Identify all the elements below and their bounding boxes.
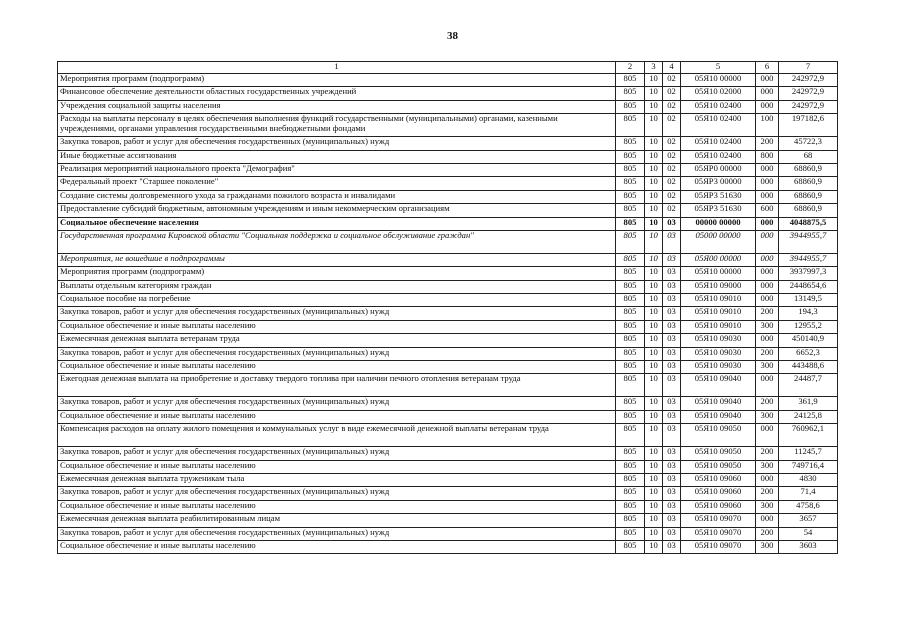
table-cell-amount: 443488,6	[779, 361, 838, 374]
table-row	[58, 253, 838, 266]
table-cell-code: 805	[616, 473, 645, 486]
table-cell-target-article: 05Я10 00000	[681, 74, 756, 87]
table-cell-section: 10	[645, 74, 663, 87]
table-cell-section: 10	[645, 150, 663, 163]
table-cell-section: 10	[645, 361, 663, 374]
table-row	[58, 361, 838, 374]
table-cell-expense-type: 000	[756, 230, 779, 253]
table-cell-section: 10	[645, 253, 663, 266]
table-cell-section: 10	[645, 163, 663, 176]
table-cell-code: 805	[616, 204, 645, 217]
table-cell-target-article: 05ЯР3 51630	[681, 190, 756, 203]
table-cell-code: 805	[616, 487, 645, 500]
table-cell-name: Ежемесячная денежная выплата труженикам тыла	[58, 473, 616, 486]
table-row	[58, 514, 838, 527]
table-cell-subsection: 02	[663, 100, 681, 113]
table-cell-target-article: 05Я10 09000	[681, 280, 756, 293]
table-cell-amount: 68	[779, 150, 838, 163]
table-cell-target-article: 05Я10 09030	[681, 347, 756, 360]
header-col-5: 5	[681, 62, 756, 74]
table-row	[58, 473, 838, 486]
table-cell-amount: 3603	[779, 540, 838, 553]
table-cell-section: 10	[645, 334, 663, 347]
table-cell-code: 805	[616, 87, 645, 100]
table-cell-code: 805	[616, 163, 645, 176]
table-row	[58, 334, 838, 347]
table-row	[58, 190, 838, 203]
table-cell-name: Компенсация расходов на оплату жилого помещения и коммунальных услуг в виде ежемесячной денежной выплаты ветеранам труда	[58, 424, 616, 447]
table-cell-amount: 242972,9	[779, 87, 838, 100]
table-cell-target-article: 05Я10 09070	[681, 514, 756, 527]
table-cell-code: 805	[616, 447, 645, 460]
table-cell-section: 10	[645, 424, 663, 447]
table-cell-name: Государственная программа Кировской области "Социальная поддержка и социальное обслуживание граждан"	[58, 230, 616, 253]
table-cell-subsection: 03	[663, 294, 681, 307]
table-cell-code: 805	[616, 74, 645, 87]
table-cell-amount: 3937997,3	[779, 267, 838, 280]
table-cell-code: 805	[616, 320, 645, 333]
budget-table	[57, 61, 838, 554]
table-cell-amount: 13149,5	[779, 294, 838, 307]
table-cell-expense-type: 200	[756, 307, 779, 320]
table-cell-subsection: 03	[663, 347, 681, 360]
table-row	[58, 410, 838, 423]
table-cell-name: Закупка товаров, работ и услуг для обеспечения государственных (муниципальных) нужд	[58, 447, 616, 460]
table-cell-name: Закупка товаров, работ и услуг для обеспечения государственных (муниципальных) нужд	[58, 397, 616, 410]
table-cell-code: 805	[616, 280, 645, 293]
table-cell-subsection: 03	[663, 253, 681, 266]
header-col-6: 6	[756, 62, 779, 74]
table-cell-section: 10	[645, 137, 663, 150]
table-cell-target-article: 05Я10 00000	[681, 267, 756, 280]
table-cell-name: Выплаты отдельным категориям граждан	[58, 280, 616, 293]
table-cell-subsection: 03	[663, 460, 681, 473]
table-cell-amount: 760962,1	[779, 424, 838, 447]
table-cell-target-article: 05ЯР3 00000	[681, 177, 756, 190]
table-row	[58, 280, 838, 293]
table-cell-section: 10	[645, 267, 663, 280]
table-cell-target-article: 05Я10 09070	[681, 540, 756, 553]
table-cell-section: 10	[645, 487, 663, 500]
table-cell-subsection: 03	[663, 280, 681, 293]
table-cell-target-article: 05Я10 09060	[681, 473, 756, 486]
table-cell-expense-type: 000	[756, 473, 779, 486]
table-cell-amount: 194,3	[779, 307, 838, 320]
table-body	[58, 74, 838, 554]
table-cell-expense-type: 800	[756, 150, 779, 163]
table-cell-section: 10	[645, 190, 663, 203]
table-cell-section: 10	[645, 114, 663, 137]
table-cell-section: 10	[645, 347, 663, 360]
table-cell-amount: 450140,9	[779, 334, 838, 347]
table-cell-name: Реализация мероприятий национального проекта "Демография"	[58, 163, 616, 176]
table-cell-code: 805	[616, 307, 645, 320]
table-cell-expense-type: 300	[756, 410, 779, 423]
table-row	[58, 294, 838, 307]
table-row	[58, 397, 838, 410]
table-cell-amount: 24125,8	[779, 410, 838, 423]
table-cell-section: 10	[645, 204, 663, 217]
table-cell-subsection: 03	[663, 230, 681, 253]
table-cell-section: 10	[645, 540, 663, 553]
table-cell-subsection: 03	[663, 424, 681, 447]
table-cell-subsection: 02	[663, 150, 681, 163]
table-row	[58, 230, 838, 253]
table-row	[58, 460, 838, 473]
table-cell-amount: 2448654,6	[779, 280, 838, 293]
table-cell-subsection: 03	[663, 267, 681, 280]
table-row	[58, 320, 838, 333]
table-cell-target-article: 05ЯР0 00000	[681, 163, 756, 176]
table-row	[58, 347, 838, 360]
table-cell-target-article: 05Я10 09050	[681, 460, 756, 473]
table-cell-code: 805	[616, 177, 645, 190]
table-cell-name: Социальное пособие на погребение	[58, 294, 616, 307]
table-cell-expense-type: 000	[756, 87, 779, 100]
table-cell-section: 10	[645, 230, 663, 253]
table-cell-expense-type: 000	[756, 253, 779, 266]
table-cell-amount: 68860,9	[779, 163, 838, 176]
table-cell-amount: 12955,2	[779, 320, 838, 333]
table-cell-expense-type: 300	[756, 460, 779, 473]
table-row	[58, 204, 838, 217]
table-cell-code: 805	[616, 230, 645, 253]
table-row	[58, 267, 838, 280]
table-cell-target-article: 05Я10 02400	[681, 150, 756, 163]
table-cell-amount: 197182,6	[779, 114, 838, 137]
table-cell-name: Закупка товаров, работ и услуг для обеспечения государственных (муниципальных) нужд	[58, 527, 616, 540]
table-cell-code: 805	[616, 347, 645, 360]
table-cell-section: 10	[645, 514, 663, 527]
table-cell-amount: 4758,6	[779, 500, 838, 513]
table-cell-section: 10	[645, 100, 663, 113]
table-row	[58, 74, 838, 87]
table-row	[58, 150, 838, 163]
table-cell-name: Закупка товаров, работ и услуг для обеспечения государственных (муниципальных) нужд	[58, 487, 616, 500]
table-cell-code: 805	[616, 500, 645, 513]
header-col-4: 4	[663, 62, 681, 74]
table-cell-expense-type: 200	[756, 347, 779, 360]
table-cell-section: 10	[645, 410, 663, 423]
table-cell-expense-type: 000	[756, 267, 779, 280]
table-cell-subsection: 02	[663, 114, 681, 137]
table-cell-expense-type: 300	[756, 500, 779, 513]
table-cell-section: 10	[645, 374, 663, 397]
table-cell-name: Мероприятия программ (подпрограмм)	[58, 267, 616, 280]
table-cell-expense-type: 200	[756, 487, 779, 500]
table-cell-target-article: 05Я10 09060	[681, 500, 756, 513]
table-cell-amount: 361,9	[779, 397, 838, 410]
table-cell-name: Социальное обеспечение и иные выплаты населению	[58, 361, 616, 374]
table-cell-amount: 54	[779, 527, 838, 540]
table-cell-target-article: 00000 00000	[681, 217, 756, 230]
table-cell-subsection: 02	[663, 190, 681, 203]
table-cell-section: 10	[645, 320, 663, 333]
table-cell-amount: 71,4	[779, 487, 838, 500]
table-row	[58, 487, 838, 500]
table-cell-section: 10	[645, 294, 663, 307]
table-cell-name: Федеральный проект "Старшее поколение"	[58, 177, 616, 190]
table-cell-expense-type: 300	[756, 361, 779, 374]
table-cell-expense-type: 000	[756, 424, 779, 447]
table-cell-target-article: 05Я10 02400	[681, 114, 756, 137]
table-cell-target-article: 05Я10 09030	[681, 361, 756, 374]
table-cell-amount: 68860,9	[779, 190, 838, 203]
table-cell-name: Создание системы долговременного ухода за гражданами пожилого возраста и инвалидами	[58, 190, 616, 203]
table-cell-expense-type: 300	[756, 320, 779, 333]
table-cell-expense-type: 200	[756, 397, 779, 410]
table-cell-expense-type: 100	[756, 114, 779, 137]
table-row	[58, 540, 838, 553]
table-cell-amount: 11245,7	[779, 447, 838, 460]
table-cell-code: 805	[616, 114, 645, 137]
table-cell-amount: 68860,9	[779, 177, 838, 190]
table-cell-section: 10	[645, 527, 663, 540]
table-cell-subsection: 03	[663, 473, 681, 486]
table-cell-subsection: 03	[663, 334, 681, 347]
table-row	[58, 500, 838, 513]
table-cell-name: Расходы на выплаты персоналу в целях обеспечения выполнения функций государственными (муниципальными) органами, казенными учреждениями, органами управления государственными внебюджетными фондами	[58, 114, 616, 137]
table-row	[58, 307, 838, 320]
table-cell-subsection: 03	[663, 500, 681, 513]
table-cell-expense-type: 200	[756, 137, 779, 150]
table-cell-expense-type: 000	[756, 514, 779, 527]
table-cell-section: 10	[645, 473, 663, 486]
table-cell-target-article: 05Я10 09040	[681, 374, 756, 397]
table-cell-subsection: 03	[663, 307, 681, 320]
table-row	[58, 137, 838, 150]
table-cell-subsection: 02	[663, 163, 681, 176]
table-cell-section: 10	[645, 447, 663, 460]
table-cell-target-article: 05Я10 09010	[681, 307, 756, 320]
table-row	[58, 100, 838, 113]
header-col-1: 1	[58, 62, 616, 74]
table-cell-expense-type: 000	[756, 334, 779, 347]
table-cell-target-article: 05Я10 09010	[681, 320, 756, 333]
table-cell-name: Социальное обеспечение населения	[58, 217, 616, 230]
table-cell-name: Социальное обеспечение и иные выплаты населению	[58, 460, 616, 473]
table-cell-target-article: 05Я10 09030	[681, 334, 756, 347]
page-number: 38	[447, 30, 458, 42]
table-cell-expense-type: 000	[756, 163, 779, 176]
table-cell-subsection: 03	[663, 514, 681, 527]
table-cell-amount: 4830	[779, 473, 838, 486]
table-cell-subsection: 03	[663, 487, 681, 500]
table-cell-amount: 749716,4	[779, 460, 838, 473]
table-cell-code: 805	[616, 540, 645, 553]
table-row	[58, 114, 838, 137]
table-cell-subsection: 03	[663, 540, 681, 553]
table-row	[58, 177, 838, 190]
table-cell-code: 805	[616, 527, 645, 540]
table-cell-code: 805	[616, 397, 645, 410]
table-cell-code: 805	[616, 410, 645, 423]
table-cell-section: 10	[645, 87, 663, 100]
table-cell-subsection: 03	[663, 217, 681, 230]
table-cell-amount: 3657	[779, 514, 838, 527]
table-cell-name: Закупка товаров, работ и услуг для обеспечения государственных (муниципальных) нужд	[58, 137, 616, 150]
table-cell-amount: 45722,3	[779, 137, 838, 150]
table-cell-expense-type: 200	[756, 527, 779, 540]
table-cell-code: 805	[616, 267, 645, 280]
table-cell-subsection: 02	[663, 87, 681, 100]
table-cell-subsection: 03	[663, 447, 681, 460]
table-cell-name: Финансовое обеспечение деятельности областных государственных учреждений	[58, 87, 616, 100]
table-cell-subsection: 03	[663, 374, 681, 397]
table-cell-section: 10	[645, 397, 663, 410]
table-cell-code: 805	[616, 374, 645, 397]
table-cell-name: Ежемесячная денежная выплата реабилитированным лицам	[58, 514, 616, 527]
table-cell-name: Предоставление субсидий бюджетным, автономным учреждениям и иным некоммерческим организациям	[58, 204, 616, 217]
table-cell-code: 805	[616, 514, 645, 527]
table-cell-target-article: 05Я10 09040	[681, 397, 756, 410]
table-cell-amount: 3944955,7	[779, 253, 838, 266]
table-cell-name: Социальное обеспечение и иные выплаты населению	[58, 540, 616, 553]
table-cell-name: Ежегодная денежная выплата на приобретение и доставку твердого топлива при наличии печного отопления ветеранам труда	[58, 374, 616, 397]
table-cell-subsection: 02	[663, 137, 681, 150]
table-cell-code: 805	[616, 334, 645, 347]
table-cell-name: Иные бюджетные ассигнования	[58, 150, 616, 163]
table-cell-code: 805	[616, 424, 645, 447]
table-cell-expense-type: 000	[756, 280, 779, 293]
table-cell-name: Закупка товаров, работ и услуг для обеспечения государственных (муниципальных) нужд	[58, 347, 616, 360]
header-row	[58, 62, 838, 74]
table-cell-amount: 24487,7	[779, 374, 838, 397]
table-cell-subsection: 03	[663, 361, 681, 374]
table-cell-amount: 4048875,5	[779, 217, 838, 230]
table-cell-name: Социальное обеспечение и иные выплаты населению	[58, 410, 616, 423]
table-cell-name: Мероприятия, не вошедшие в подпрограммы	[58, 253, 616, 266]
table-cell-target-article: 05Я10 09050	[681, 447, 756, 460]
table-cell-code: 805	[616, 137, 645, 150]
table-row	[58, 424, 838, 447]
table-cell-code: 805	[616, 190, 645, 203]
table-cell-section: 10	[645, 217, 663, 230]
table-cell-subsection: 02	[663, 74, 681, 87]
table-cell-expense-type: 600	[756, 204, 779, 217]
table-cell-section: 10	[645, 500, 663, 513]
table-cell-section: 10	[645, 280, 663, 293]
table-cell-target-article: 05000 00000	[681, 230, 756, 253]
table-cell-amount: 68860,9	[779, 204, 838, 217]
table-cell-expense-type: 000	[756, 217, 779, 230]
table-cell-name: Закупка товаров, работ и услуг для обеспечения государственных (муниципальных) нужд	[58, 307, 616, 320]
table-row	[58, 374, 838, 397]
table-row	[58, 447, 838, 460]
table-cell-target-article: 05ЯР3 51630	[681, 204, 756, 217]
table-cell-name: Социальное обеспечение и иные выплаты населению	[58, 500, 616, 513]
table-cell-name: Мероприятия программ (подпрограмм)	[58, 74, 616, 87]
table-cell-subsection: 03	[663, 320, 681, 333]
table-row	[58, 87, 838, 100]
table-cell-code: 805	[616, 361, 645, 374]
table-cell-code: 805	[616, 217, 645, 230]
table-cell-section: 10	[645, 177, 663, 190]
table-cell-expense-type: 000	[756, 74, 779, 87]
table-row	[58, 163, 838, 176]
table-cell-expense-type: 000	[756, 177, 779, 190]
table-cell-amount: 3944955,7	[779, 230, 838, 253]
table-cell-target-article: 05Я00 00000	[681, 253, 756, 266]
table-cell-code: 805	[616, 460, 645, 473]
table-cell-expense-type: 000	[756, 190, 779, 203]
table-cell-section: 10	[645, 307, 663, 320]
table-cell-target-article: 05Я10 09050	[681, 424, 756, 447]
table-cell-subsection: 02	[663, 177, 681, 190]
table-row	[58, 527, 838, 540]
table-cell-amount: 242972,9	[779, 100, 838, 113]
table-cell-name: Ежемесячная денежная выплата ветеранам труда	[58, 334, 616, 347]
table-cell-name: Социальное обеспечение и иные выплаты населению	[58, 320, 616, 333]
table-cell-expense-type: 000	[756, 294, 779, 307]
table-cell-amount: 242972,9	[779, 74, 838, 87]
table-cell-target-article: 05Я10 09010	[681, 294, 756, 307]
table-cell-expense-type: 000	[756, 100, 779, 113]
header-col-2: 2	[616, 62, 645, 74]
table-cell-target-article: 05Я10 09060	[681, 487, 756, 500]
table-cell-code: 805	[616, 150, 645, 163]
table-cell-subsection: 03	[663, 527, 681, 540]
table-cell-target-article: 05Я10 02000	[681, 87, 756, 100]
table-cell-target-article: 05Я10 09040	[681, 410, 756, 423]
header-col-3: 3	[645, 62, 663, 74]
table-cell-code: 805	[616, 294, 645, 307]
table-cell-expense-type: 200	[756, 447, 779, 460]
table-cell-subsection: 03	[663, 397, 681, 410]
table-cell-expense-type: 000	[756, 374, 779, 397]
table-cell-code: 805	[616, 100, 645, 113]
table-cell-amount: 6652,3	[779, 347, 838, 360]
table-cell-name: Учреждения социальной защиты населения	[58, 100, 616, 113]
table-cell-code: 805	[616, 253, 645, 266]
table-cell-expense-type: 300	[756, 540, 779, 553]
table-cell-subsection: 02	[663, 204, 681, 217]
table-cell-subsection: 03	[663, 410, 681, 423]
table-cell-section: 10	[645, 460, 663, 473]
table-row	[58, 217, 838, 230]
header-col-7: 7	[779, 62, 838, 74]
table-cell-target-article: 05Я10 02400	[681, 100, 756, 113]
table-cell-target-article: 05Я10 09070	[681, 527, 756, 540]
table-cell-target-article: 05Я10 02400	[681, 137, 756, 150]
